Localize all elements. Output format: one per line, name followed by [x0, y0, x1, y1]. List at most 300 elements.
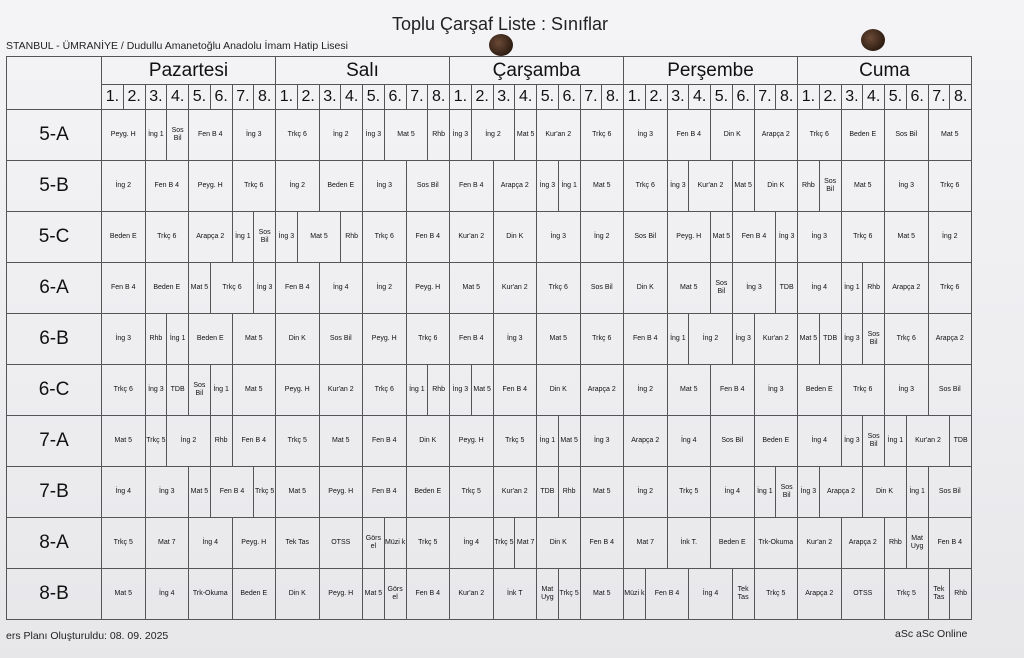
- lesson-cell: [167, 314, 189, 365]
- lesson-label: Din K: [636, 284, 654, 291]
- lesson-cell: [819, 161, 841, 212]
- lesson-label: Din K: [288, 335, 306, 342]
- lesson-cell: [776, 467, 798, 518]
- lesson-cell: [841, 416, 863, 467]
- lesson-cell: [363, 314, 407, 365]
- lesson-label: Arapça 2: [892, 284, 921, 291]
- lesson-label: İng 1: [409, 386, 425, 393]
- lesson-label: Rhb: [867, 284, 881, 291]
- lesson-cell: [906, 518, 928, 569]
- lesson-label: Mat 5: [331, 437, 350, 444]
- lesson-cell: [537, 161, 559, 212]
- lesson-cell: [624, 161, 668, 212]
- lesson-label: Mat 5: [364, 590, 383, 597]
- lesson-cell: [232, 365, 276, 416]
- period-header: 4.: [515, 85, 537, 110]
- lesson-cell: [667, 467, 711, 518]
- day-header: Çarşamba: [450, 57, 624, 85]
- lesson-cell: [863, 467, 907, 518]
- lesson-label: İng 3: [811, 233, 828, 240]
- lesson-cell: [210, 365, 232, 416]
- lesson-cell: [667, 161, 689, 212]
- lesson-cell: [558, 416, 580, 467]
- period-header: 4.: [341, 85, 363, 110]
- lesson-cell: [145, 416, 167, 467]
- lesson-cell: [493, 416, 537, 467]
- timetable-grid: [6, 56, 972, 620]
- lesson-label: Beden E: [414, 488, 442, 495]
- lesson-cell: [102, 314, 146, 365]
- class-row: [7, 365, 972, 416]
- lesson-cell: [537, 263, 581, 314]
- lesson-cell: [885, 263, 929, 314]
- class-row: [7, 212, 972, 263]
- lesson-cell: [711, 212, 733, 263]
- lesson-label: İng 3: [550, 233, 567, 240]
- lesson-cell: [776, 212, 798, 263]
- period-header: 5.: [537, 85, 559, 110]
- lesson-cell: [863, 263, 885, 314]
- lesson-label: Mat 5: [679, 284, 698, 291]
- lesson-label: Trkç 6: [244, 182, 264, 189]
- lesson-label: Mat 5: [190, 284, 209, 291]
- lesson-cell: [928, 518, 972, 569]
- lesson-label: Din K: [549, 539, 567, 546]
- lesson-label: Fen B 4: [458, 335, 484, 342]
- lesson-cell: [580, 263, 624, 314]
- lesson-label: İng 1: [670, 335, 686, 342]
- lesson-label: Fen B 4: [371, 437, 397, 444]
- lesson-label: Sos Bil: [780, 484, 793, 499]
- lesson-label: Peyg. H: [328, 590, 354, 597]
- lesson-cell: [624, 467, 668, 518]
- lesson-label: Fen B 4: [371, 488, 397, 495]
- lesson-cell: [841, 263, 863, 314]
- period-header-row: [7, 85, 972, 110]
- lesson-cell: [102, 212, 146, 263]
- lesson-label: Trkç 5: [505, 437, 525, 444]
- lesson-label: Din K: [549, 386, 567, 393]
- lesson-label: Trk-Okuma: [192, 590, 228, 597]
- lesson-cell: [319, 161, 363, 212]
- lesson-label: Din K: [723, 131, 741, 138]
- lesson-label: İng 4: [724, 488, 741, 495]
- lesson-cell: [450, 569, 494, 620]
- lesson-cell: [319, 314, 363, 365]
- lesson-label: Trkç 6: [896, 335, 916, 342]
- class-row: [7, 314, 972, 365]
- lesson-label: Trkç 5: [146, 437, 166, 444]
- lesson-label: İng 1: [887, 437, 904, 444]
- lesson-label: Sos Bil: [715, 280, 728, 295]
- lesson-label: İng 3: [637, 131, 654, 138]
- lesson-cell: [711, 416, 755, 467]
- lesson-label: Fen B 4: [241, 437, 266, 444]
- lesson-cell: [319, 416, 363, 467]
- lesson-cell: [167, 365, 189, 416]
- lesson-label: Müzi k: [624, 590, 645, 597]
- lesson-cell: [798, 518, 842, 569]
- lesson-cell: [885, 314, 929, 365]
- class-label: 7-A: [7, 416, 102, 467]
- lesson-cell: [450, 467, 494, 518]
- lesson-label: Beden E: [762, 437, 790, 444]
- lesson-label: Rhb: [801, 182, 815, 189]
- lesson-cell: [428, 365, 450, 416]
- lesson-cell: [276, 161, 320, 212]
- lesson-cell: [276, 518, 320, 569]
- lesson-cell: [841, 110, 885, 161]
- lesson-cell: [406, 365, 428, 416]
- punch-hole: [861, 29, 885, 51]
- lesson-label: Peyg. H: [328, 488, 354, 495]
- lesson-label: Mat 5: [288, 488, 306, 495]
- lesson-label: TDB: [170, 386, 185, 393]
- lesson-cell: [950, 569, 972, 620]
- period-header: 2.: [471, 85, 493, 110]
- lesson-cell: [667, 518, 711, 569]
- punch-hole: [489, 34, 513, 56]
- period-header: 2.: [297, 85, 319, 110]
- day-header: Perşembe: [624, 57, 798, 85]
- lesson-label: Mat 5: [592, 590, 611, 597]
- lesson-label: Beden E: [109, 233, 137, 240]
- lesson-label: İng 3: [256, 284, 273, 291]
- lesson-cell: [580, 110, 624, 161]
- lesson-cell: [537, 416, 559, 467]
- lesson-label: Trkç 5: [494, 539, 514, 546]
- lesson-cell: [689, 161, 733, 212]
- lesson-label: TDB: [953, 437, 968, 444]
- lesson-label: İng 3: [898, 386, 915, 393]
- lesson-label: Arapça 2: [500, 182, 529, 189]
- lesson-label: Peyg. H: [241, 539, 267, 546]
- lesson-cell: [493, 212, 537, 263]
- lesson-cell: [819, 467, 863, 518]
- lesson-cell: [341, 212, 363, 263]
- day-header: Pazartesi: [102, 57, 276, 85]
- lesson-label: Mat 5: [473, 386, 491, 393]
- lesson-cell: [537, 110, 581, 161]
- period-header: 2.: [645, 85, 667, 110]
- lesson-label: Mat 5: [592, 182, 611, 189]
- lesson-label: İng 3: [365, 131, 382, 138]
- period-header: 6.: [906, 85, 928, 110]
- class-row: [7, 467, 972, 518]
- lesson-cell: [319, 263, 363, 314]
- lesson-cell: [319, 110, 363, 161]
- lesson-cell: [928, 569, 950, 620]
- lesson-cell: [450, 263, 494, 314]
- lesson-label: İng 3: [452, 386, 469, 393]
- lesson-cell: [667, 365, 711, 416]
- lesson-label: Görs el: [387, 586, 403, 601]
- lesson-cell: [102, 467, 146, 518]
- lesson-cell: [798, 263, 842, 314]
- lesson-cell: [102, 518, 146, 569]
- lesson-cell: [732, 263, 776, 314]
- lesson-label: Trkç 6: [374, 386, 394, 393]
- lesson-cell: [667, 110, 711, 161]
- lesson-label: Mat 7: [157, 539, 176, 546]
- generator-credit: aSc aSc Online: [895, 628, 968, 640]
- lesson-label: İng 2: [332, 131, 349, 138]
- lesson-label: Beden E: [327, 182, 355, 189]
- lesson-label: Tek Tas: [285, 539, 310, 546]
- lesson-cell: [493, 467, 537, 518]
- lesson-label: Mat 5: [114, 437, 132, 444]
- lesson-label: İng 1: [539, 437, 556, 444]
- lesson-label: İng 1: [561, 182, 577, 189]
- period-header: 8.: [950, 85, 972, 110]
- lesson-cell: [885, 212, 929, 263]
- lesson-cell: [102, 263, 146, 314]
- lesson-cell: [210, 416, 232, 467]
- lesson-label: Sos Bil: [867, 433, 880, 448]
- lesson-label: İng 1: [169, 335, 186, 342]
- lesson-label: Tek Tas: [933, 586, 945, 601]
- lesson-label: Mat 5: [734, 182, 752, 189]
- lesson-cell: [232, 314, 276, 365]
- lesson-cell: [558, 161, 580, 212]
- lesson-label: İnk T: [507, 590, 523, 597]
- lesson-cell: [928, 314, 972, 365]
- lesson-label: Mat 5: [799, 335, 818, 342]
- lesson-cell: [167, 416, 211, 467]
- lesson-label: OTSS: [853, 590, 873, 597]
- lesson-cell: [189, 212, 233, 263]
- lesson-label: Din K: [875, 488, 894, 495]
- lesson-cell: [406, 467, 450, 518]
- lesson-label: Müzi k: [385, 539, 406, 546]
- lesson-label: Rhb: [954, 590, 968, 597]
- lesson-cell: [558, 569, 580, 620]
- period-header: 3.: [319, 85, 341, 110]
- lesson-label: TDB: [823, 335, 838, 342]
- lesson-label: Trkç 6: [809, 131, 829, 138]
- lesson-label: Din K: [767, 182, 785, 189]
- lesson-label: Trkç 6: [592, 335, 612, 342]
- lesson-label: Mat 7: [636, 539, 654, 546]
- lesson-cell: [363, 569, 385, 620]
- period-header: 6.: [732, 85, 754, 110]
- lesson-cell: [276, 110, 320, 161]
- period-header: 3.: [667, 85, 689, 110]
- lesson-cell: [624, 212, 668, 263]
- lesson-label: İng 1: [235, 233, 251, 240]
- lesson-label: Trkç 6: [853, 233, 873, 240]
- lesson-label: Din K: [506, 233, 524, 240]
- lesson-label: Mat 5: [310, 233, 328, 240]
- lesson-label: İng 3: [148, 386, 164, 393]
- lesson-cell: [798, 569, 842, 620]
- lesson-label: Trk-Okuma: [758, 539, 794, 546]
- lesson-cell: [254, 467, 276, 518]
- lesson-cell: [711, 467, 755, 518]
- page-title: Toplu Çarşaf Liste : Sınıflar: [391, 14, 609, 34]
- period-header: 8.: [428, 85, 450, 110]
- lesson-label: Fen B 4: [654, 590, 680, 597]
- period-header: 7.: [580, 85, 602, 110]
- lesson-label: Trkç 6: [418, 335, 438, 342]
- lesson-cell: [732, 212, 776, 263]
- lesson-cell: [167, 110, 189, 161]
- lesson-label: İng 3: [158, 488, 175, 495]
- lesson-label: İng 3: [539, 182, 556, 189]
- lesson-cell: [798, 161, 820, 212]
- lesson-cell: [406, 416, 450, 467]
- lesson-cell: [580, 161, 624, 212]
- lesson-label: Mat 5: [244, 335, 263, 342]
- lesson-label: Trkç 5: [766, 590, 786, 597]
- lesson-label: Arapça 2: [826, 488, 856, 495]
- lesson-cell: [819, 314, 841, 365]
- lesson-label: Mat 5: [244, 386, 263, 393]
- lesson-cell: [776, 263, 798, 314]
- lesson-label: Mat 5: [853, 182, 872, 189]
- lesson-label: Mat 5: [940, 131, 959, 138]
- lesson-label: Din K: [419, 437, 437, 444]
- lesson-label: Kur'an 2: [806, 539, 833, 546]
- lesson-label: Rhb: [432, 386, 446, 393]
- lesson-label: İng 4: [202, 539, 219, 546]
- lesson-label: İng 3: [593, 437, 610, 444]
- lesson-label: OTSS: [331, 539, 351, 546]
- lesson-label: Trkç 5: [287, 437, 307, 444]
- day-header-row: [7, 57, 972, 85]
- period-header: 5.: [711, 85, 733, 110]
- period-header: 2.: [819, 85, 841, 110]
- lesson-cell: [885, 161, 929, 212]
- lesson-cell: [406, 263, 450, 314]
- class-row: [7, 518, 972, 569]
- lesson-label: Trkç 5: [113, 539, 133, 546]
- period-header: 2.: [123, 85, 145, 110]
- lesson-cell: [515, 518, 537, 569]
- period-header: 1.: [624, 85, 646, 110]
- lesson-cell: [450, 365, 472, 416]
- period-header: 6.: [384, 85, 406, 110]
- lesson-cell: [928, 263, 972, 314]
- lesson-label: Rhb: [888, 539, 902, 546]
- lesson-cell: [754, 314, 798, 365]
- lesson-cell: [102, 416, 146, 467]
- lesson-label: TDB: [540, 488, 555, 495]
- lesson-cell: [754, 518, 798, 569]
- lesson-cell: [624, 263, 668, 314]
- lesson-cell: [928, 110, 972, 161]
- lesson-label: İng 4: [463, 539, 480, 546]
- lesson-label: Fen B 4: [415, 590, 440, 597]
- lesson-cell: [667, 416, 711, 467]
- period-header: 3.: [493, 85, 515, 110]
- lesson-cell: [319, 569, 363, 620]
- lesson-cell: [928, 365, 972, 416]
- lesson-cell: [363, 467, 407, 518]
- lesson-label: Fen B 4: [676, 131, 701, 138]
- lesson-label: İng 3: [746, 284, 762, 291]
- lesson-label: Sos Bil: [329, 335, 352, 342]
- lesson-label: İng 3: [376, 182, 393, 189]
- lesson-cell: [580, 518, 624, 569]
- lesson-label: Mat Uyg: [541, 586, 554, 601]
- period-header: 8.: [254, 85, 276, 110]
- lesson-cell: [363, 365, 407, 416]
- lesson-cell: [798, 212, 842, 263]
- day-header: Cuma: [798, 57, 972, 85]
- class-label: 6-C: [7, 365, 102, 416]
- lesson-cell: [885, 365, 929, 416]
- lesson-cell: [189, 263, 211, 314]
- period-header: 7.: [754, 85, 776, 110]
- lesson-cell: [319, 365, 363, 416]
- lesson-cell: [276, 569, 320, 620]
- lesson-label: Fen B 4: [284, 284, 310, 291]
- lesson-label: Kur'an 2: [458, 590, 485, 597]
- lesson-label: İng 2: [637, 488, 654, 495]
- lesson-label: Sos Bil: [193, 382, 206, 397]
- lesson-label: Sos Bil: [171, 127, 184, 142]
- lesson-cell: [689, 569, 733, 620]
- period-header: 8.: [776, 85, 798, 110]
- lesson-label: İng 3: [898, 182, 915, 189]
- lesson-cell: [189, 518, 233, 569]
- lesson-cell: [537, 467, 559, 518]
- lesson-cell: [450, 110, 472, 161]
- lesson-label: Trkç 6: [113, 386, 133, 393]
- lesson-cell: [145, 263, 189, 314]
- lesson-cell: [276, 263, 320, 314]
- lesson-label: İng 1: [148, 131, 164, 138]
- lesson-label: İng 4: [115, 488, 132, 495]
- lesson-label: Fen B 4: [502, 386, 527, 393]
- lesson-cell: [450, 518, 494, 569]
- class-label: 6-B: [7, 314, 102, 365]
- lesson-label: İng 2: [376, 284, 393, 291]
- lesson-label: Kur'an 2: [501, 284, 528, 291]
- lesson-cell: [319, 467, 363, 518]
- lesson-cell: [885, 110, 929, 161]
- lesson-label: Trkç 6: [287, 131, 307, 138]
- lesson-label: İng 4: [702, 590, 719, 597]
- class-row: [7, 416, 972, 467]
- lesson-cell: [798, 365, 842, 416]
- class-label: 7-B: [7, 467, 102, 518]
- lesson-label: İng 2: [115, 182, 132, 189]
- lesson-cell: [232, 569, 276, 620]
- lesson-label: Trkç 6: [940, 182, 960, 189]
- lesson-cell: [732, 569, 754, 620]
- lesson-label: Fen B 4: [458, 182, 484, 189]
- period-header: 6.: [558, 85, 580, 110]
- lesson-label: Kur'an 2: [762, 335, 789, 342]
- lesson-label: Peyg. H: [415, 284, 441, 291]
- lesson-cell: [580, 569, 624, 620]
- lesson-cell: [711, 263, 733, 314]
- lesson-label: İng 2: [593, 233, 610, 240]
- lesson-label: Peyg. H: [676, 233, 702, 240]
- lesson-cell: [493, 314, 537, 365]
- lesson-label: İng 3: [778, 233, 795, 240]
- lesson-cell: [210, 263, 254, 314]
- lesson-label: Mat 5: [190, 488, 209, 495]
- lesson-cell: [232, 161, 276, 212]
- lesson-label: Fen B 4: [197, 131, 223, 138]
- lesson-label: İng 3: [800, 488, 817, 495]
- lesson-cell: [276, 365, 320, 416]
- lesson-cell: [102, 365, 146, 416]
- lesson-cell: [624, 569, 646, 620]
